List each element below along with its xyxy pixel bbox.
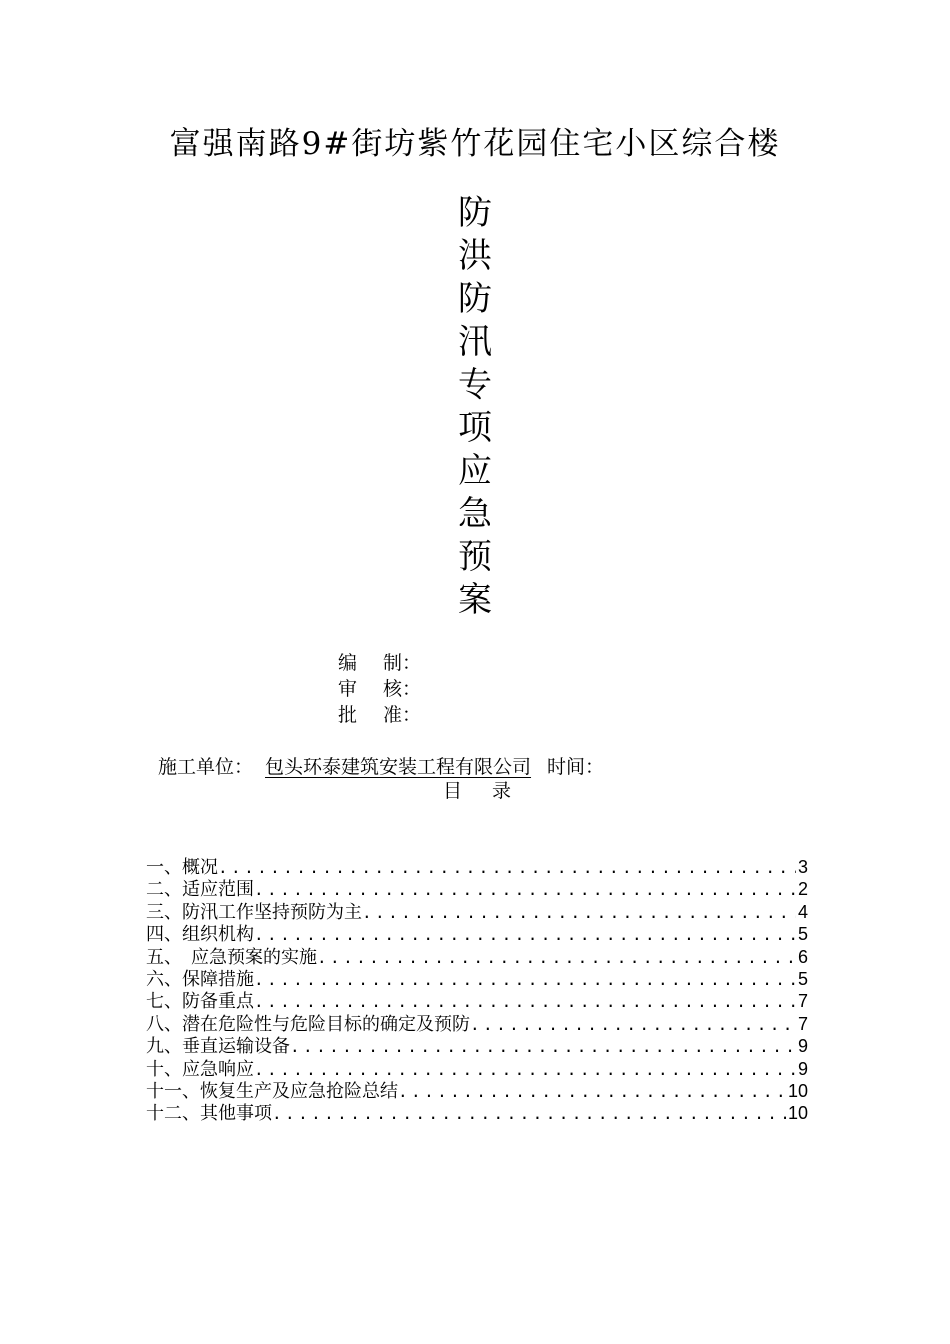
toc-item[interactable] xyxy=(146,856,808,878)
reviewed-by-row xyxy=(338,676,421,702)
approved-label-char: 准： xyxy=(383,704,422,726)
compiled-label-char: 制： xyxy=(383,652,422,674)
doc-title-char: 急 xyxy=(458,494,492,534)
time-label: 时间： xyxy=(547,756,605,778)
toc-item[interactable] xyxy=(146,946,808,968)
toc-item-label: 十二、其他事项 xyxy=(146,1103,272,1125)
toc-item-page: 5 xyxy=(797,924,808,945)
reviewed-label-char: 审 xyxy=(338,678,358,700)
table-of-contents xyxy=(146,856,808,1125)
toc-item[interactable] xyxy=(146,901,808,923)
doc-title-char: 洪 xyxy=(458,236,492,276)
unit-label: 施工单位： xyxy=(158,756,254,778)
toc-item-label: 十一、恢复生产及应急抢险总结 xyxy=(146,1080,398,1102)
toc-item-page: 10 xyxy=(787,1103,808,1124)
toc-leader-dots xyxy=(470,1014,796,1036)
toc-item-label: 五、 应急预案的实施 xyxy=(146,946,317,968)
toc-item-label: 十、应急响应 xyxy=(146,1058,254,1080)
toc-item[interactable] xyxy=(146,923,808,945)
toc-title-char: 录 xyxy=(492,780,512,802)
doc-title-char: 项 xyxy=(458,408,492,448)
construction-unit-line xyxy=(158,752,604,779)
toc-leader-dots xyxy=(272,1103,786,1125)
toc-item-page: 3 xyxy=(797,857,808,877)
toc-item[interactable] xyxy=(146,990,808,1012)
toc-item-label: 六、保障措施 xyxy=(146,968,254,990)
project-title: 富强南路9#街坊紫竹花园住宅小区综合楼 xyxy=(169,126,781,162)
toc-item-page: 2 xyxy=(797,879,808,900)
doc-title-char: 专 xyxy=(458,365,492,405)
approved-label-char: 批 xyxy=(338,704,358,726)
doc-title-char: 应 xyxy=(458,451,492,491)
toc-leader-dots xyxy=(362,902,796,924)
toc-item-page: 10 xyxy=(787,1080,808,1101)
unit-name: 包头环泰建筑安装工程有限公司 xyxy=(265,756,532,778)
toc-item-label: 三、防汛工作坚持预防为主 xyxy=(146,901,362,923)
toc-leader-dots xyxy=(218,857,796,879)
toc-item-label: 七、防备重点 xyxy=(146,991,254,1013)
toc-item[interactable] xyxy=(146,878,808,900)
toc-item[interactable] xyxy=(146,1058,808,1080)
toc-item-page: 9 xyxy=(797,1058,808,1079)
toc-item[interactable] xyxy=(146,1080,808,1102)
doc-title-char: 预 xyxy=(458,537,492,577)
toc-leader-dots xyxy=(254,1059,796,1081)
toc-leader-dots xyxy=(254,991,796,1013)
toc-item-label: 二、适应范围 xyxy=(146,879,254,901)
toc-item-page: 7 xyxy=(797,991,808,1012)
compiled-by-row xyxy=(338,650,421,676)
toc-item[interactable] xyxy=(146,1013,808,1035)
toc-title-char: 目 xyxy=(443,780,463,802)
toc-item-label: 四、组织机构 xyxy=(146,924,254,946)
toc-item[interactable] xyxy=(146,968,808,990)
toc-leader-dots xyxy=(254,969,796,991)
toc-item-page: 7 xyxy=(797,1013,808,1034)
signature-block xyxy=(338,650,421,728)
reviewed-label-char: 核： xyxy=(383,678,422,700)
doc-title-char: 防 xyxy=(458,193,492,233)
toc-leader-dots xyxy=(290,1036,796,1058)
toc-leader-dots xyxy=(254,879,796,901)
toc-item-label: 一、概况 xyxy=(146,857,218,878)
toc-title xyxy=(443,776,511,803)
doc-title-char: 案 xyxy=(458,580,492,620)
toc-leader-dots xyxy=(398,1081,786,1103)
compiled-label-char: 编 xyxy=(338,652,358,674)
doc-title-char: 汛 xyxy=(458,322,492,362)
toc-item-page: 6 xyxy=(797,946,808,967)
toc-item-page: 4 xyxy=(797,901,808,922)
toc-item[interactable] xyxy=(146,1102,808,1124)
document-title-vertical xyxy=(445,192,505,622)
toc-item[interactable] xyxy=(146,1035,808,1057)
approved-by-row xyxy=(338,702,421,728)
toc-item-page: 9 xyxy=(797,1036,808,1057)
toc-item-label: 九、垂直运输设备 xyxy=(146,1036,290,1058)
toc-item-label: 八、潜在危险性与危险目标的确定及预防 xyxy=(146,1013,470,1035)
toc-leader-dots xyxy=(317,947,796,969)
doc-title-char: 防 xyxy=(458,279,492,319)
toc-item-page: 5 xyxy=(797,968,808,989)
toc-leader-dots xyxy=(254,924,796,946)
